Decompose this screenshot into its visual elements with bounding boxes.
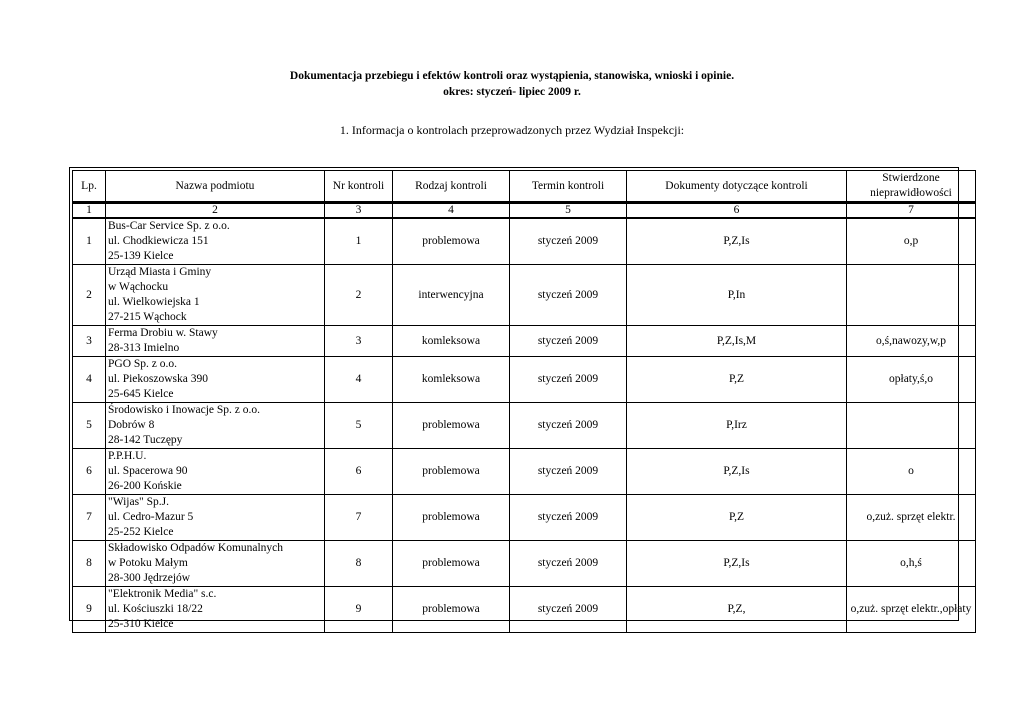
document-period: okres: styczeń- lipiec 2009 r. <box>443 86 581 98</box>
name-cell <box>106 403 325 449</box>
col-header-findings <box>847 170 976 202</box>
type-cell: interwencyjna <box>393 265 510 326</box>
docs-cell: P,In <box>627 265 847 326</box>
type-cell: problemowa <box>393 495 510 541</box>
entity-name-line: "Wijas" Sp.J. <box>108 496 169 508</box>
entity-name-line: ul. Piekoszowska 390 <box>108 373 208 385</box>
findings-cell: o <box>847 449 976 495</box>
table-row <box>72 449 976 495</box>
findings-cell: o,ś,nawozy,w,p <box>847 326 976 357</box>
entity-name-line: Bus-Car Service Sp. z o.o. <box>108 220 230 232</box>
table-row <box>72 403 976 449</box>
findings-cell: o,zuż. sprzęt elektr.,opłaty <box>847 587 976 633</box>
table-row <box>72 265 976 326</box>
entity-name-line: P.P.H.U. <box>108 450 147 462</box>
date-cell: styczeń 2009 <box>510 403 627 449</box>
date-cell: styczeń 2009 <box>510 357 627 403</box>
col-header-nr <box>325 170 393 202</box>
entity-name-line: 25-139 Kielce <box>108 250 174 262</box>
date-cell: styczeń 2009 <box>510 541 627 587</box>
name-cell <box>106 587 325 633</box>
lp-cell: 8 <box>72 541 106 587</box>
lp-cell: 4 <box>72 357 106 403</box>
column-number-row <box>72 202 976 219</box>
type-cell: problemowa <box>393 449 510 495</box>
entity-name-line: w Wąchocku <box>108 281 169 293</box>
col-header-name: Nazwa podmiotu <box>106 170 325 202</box>
docs-cell: P,Z,Is <box>627 219 847 265</box>
date-cell: styczeń 2009 <box>510 326 627 357</box>
lp-cell: 5 <box>72 403 106 449</box>
entity-name-line: ul. Chodkiewicza 151 <box>108 235 209 247</box>
nr-cell: 2 <box>325 265 393 326</box>
entity-name-line: 25-310 Kielce <box>108 618 174 630</box>
entity-name-line: PGO Sp. z o.o. <box>108 358 178 370</box>
lp-cell: 9 <box>72 587 106 633</box>
name-cell <box>106 219 325 265</box>
entity-name-line: Środowisko i Inowacje Sp. z o.o. <box>108 404 261 416</box>
col-number: 6 <box>627 202 847 219</box>
nr-cell: 4 <box>325 357 393 403</box>
type-cell: problemowa <box>393 587 510 633</box>
entity-name-line: 28-313 Imielno <box>108 342 180 354</box>
type-cell: komleksowa <box>393 357 510 403</box>
col-header-docs: Dokumenty dotyczące kontroli <box>627 170 847 202</box>
col-header-type: Rodzaj kontroli <box>393 170 510 202</box>
entity-name-line: 25-645 Kielce <box>108 388 174 400</box>
section-heading: 1. Informacja o kontrolach przeprowadzonych przez Wydział Inspekcji: <box>339 123 685 137</box>
table-body <box>72 219 976 633</box>
entity-name-line: Dobrów 8 <box>108 419 155 431</box>
docs-cell: P,Z <box>627 357 847 403</box>
findings-cell: opłaty,ś,o <box>847 357 976 403</box>
col-header-date: Termin kontroli <box>510 170 627 202</box>
docs-cell: P,Z <box>627 495 847 541</box>
entity-name-line: 28-142 Tuczępy <box>108 434 183 446</box>
nr-cell: 7 <box>325 495 393 541</box>
col-number: 3 <box>325 202 393 219</box>
lp-cell: 3 <box>72 326 106 357</box>
findings-cell <box>847 403 976 449</box>
lp-cell: 6 <box>72 449 106 495</box>
entity-name-line: 28-300 Jędrzejów <box>108 572 191 584</box>
entity-name-line: "Elektronik Media" s.c. <box>108 588 217 600</box>
docs-cell: P,Z,Is,M <box>627 326 847 357</box>
entity-name-line: ul. Spacerowa 90 <box>108 465 188 477</box>
findings-cell: o,zuż. sprzęt elektr. <box>847 495 976 541</box>
document-title: Dokumentacja przebiegu i efektów kontroli oraz wystąpienia, stanowiska, wnioski i opinie. <box>289 70 735 82</box>
col-number: 2 <box>106 202 325 219</box>
name-cell <box>106 495 325 541</box>
entity-name-line: w Potoku Małym <box>108 557 188 569</box>
entity-name-line: 26-200 Końskie <box>108 480 182 492</box>
name-cell <box>106 357 325 403</box>
name-cell <box>106 449 325 495</box>
table-row <box>72 326 976 357</box>
entity-name-line: 25-252 Kielce <box>108 526 174 538</box>
header-row <box>72 170 976 202</box>
date-cell: styczeń 2009 <box>510 587 627 633</box>
nr-cell: 6 <box>325 449 393 495</box>
name-cell <box>106 265 325 326</box>
table-row <box>72 541 976 587</box>
type-cell: problemowa <box>393 403 510 449</box>
inspection-table <box>72 170 976 633</box>
col-number: 1 <box>72 202 106 219</box>
entity-name-line: Urząd Miasta i Gminy <box>108 266 212 278</box>
findings-cell <box>847 265 976 326</box>
entity-name-line: Składowisko Odpadów Komunalnych <box>108 542 284 554</box>
col-header-findings-text: Stwierdzone nieprawidłowości <box>870 172 952 199</box>
col-number: 4 <box>393 202 510 219</box>
col-header-nr-text: Nr kontroli <box>332 179 385 192</box>
type-cell: problemowa <box>393 219 510 265</box>
table-row <box>72 357 976 403</box>
entity-name-line: ul. Cedro-Mazur 5 <box>108 511 194 523</box>
type-cell: problemowa <box>393 541 510 587</box>
lp-cell: 1 <box>72 219 106 265</box>
col-header-lp: Lp. <box>72 170 106 202</box>
date-cell: styczeń 2009 <box>510 449 627 495</box>
docs-cell: P,Z,Is <box>627 541 847 587</box>
name-cell <box>106 541 325 587</box>
col-number: 7 <box>847 202 976 219</box>
entity-name-line: Ferma Drobiu w. Stawy <box>108 327 218 339</box>
entity-name-line: ul. Kościuszki 18/22 <box>108 603 203 615</box>
date-cell: styczeń 2009 <box>510 219 627 265</box>
table-row <box>72 587 976 633</box>
findings-cell: o,p <box>847 219 976 265</box>
lp-cell: 7 <box>72 495 106 541</box>
date-cell: styczeń 2009 <box>510 265 627 326</box>
entity-name-line: ul. Wielkowiejska 1 <box>108 296 200 308</box>
entity-name-line: 27-215 Wąchock <box>108 311 187 323</box>
findings-cell: o,h,ś <box>847 541 976 587</box>
type-cell: komleksowa <box>393 326 510 357</box>
date-cell: styczeń 2009 <box>510 495 627 541</box>
name-cell <box>106 326 325 357</box>
nr-cell: 1 <box>325 219 393 265</box>
table-row <box>72 219 976 265</box>
inspection-table-frame <box>69 167 972 630</box>
table-row <box>72 495 976 541</box>
nr-cell: 8 <box>325 541 393 587</box>
col-number: 5 <box>510 202 627 219</box>
nr-cell: 5 <box>325 403 393 449</box>
docs-cell: P,Irz <box>627 403 847 449</box>
nr-cell: 9 <box>325 587 393 633</box>
docs-cell: P,Z,Is <box>627 449 847 495</box>
lp-cell: 2 <box>72 265 106 326</box>
nr-cell: 3 <box>325 326 393 357</box>
docs-cell: P,Z, <box>627 587 847 633</box>
